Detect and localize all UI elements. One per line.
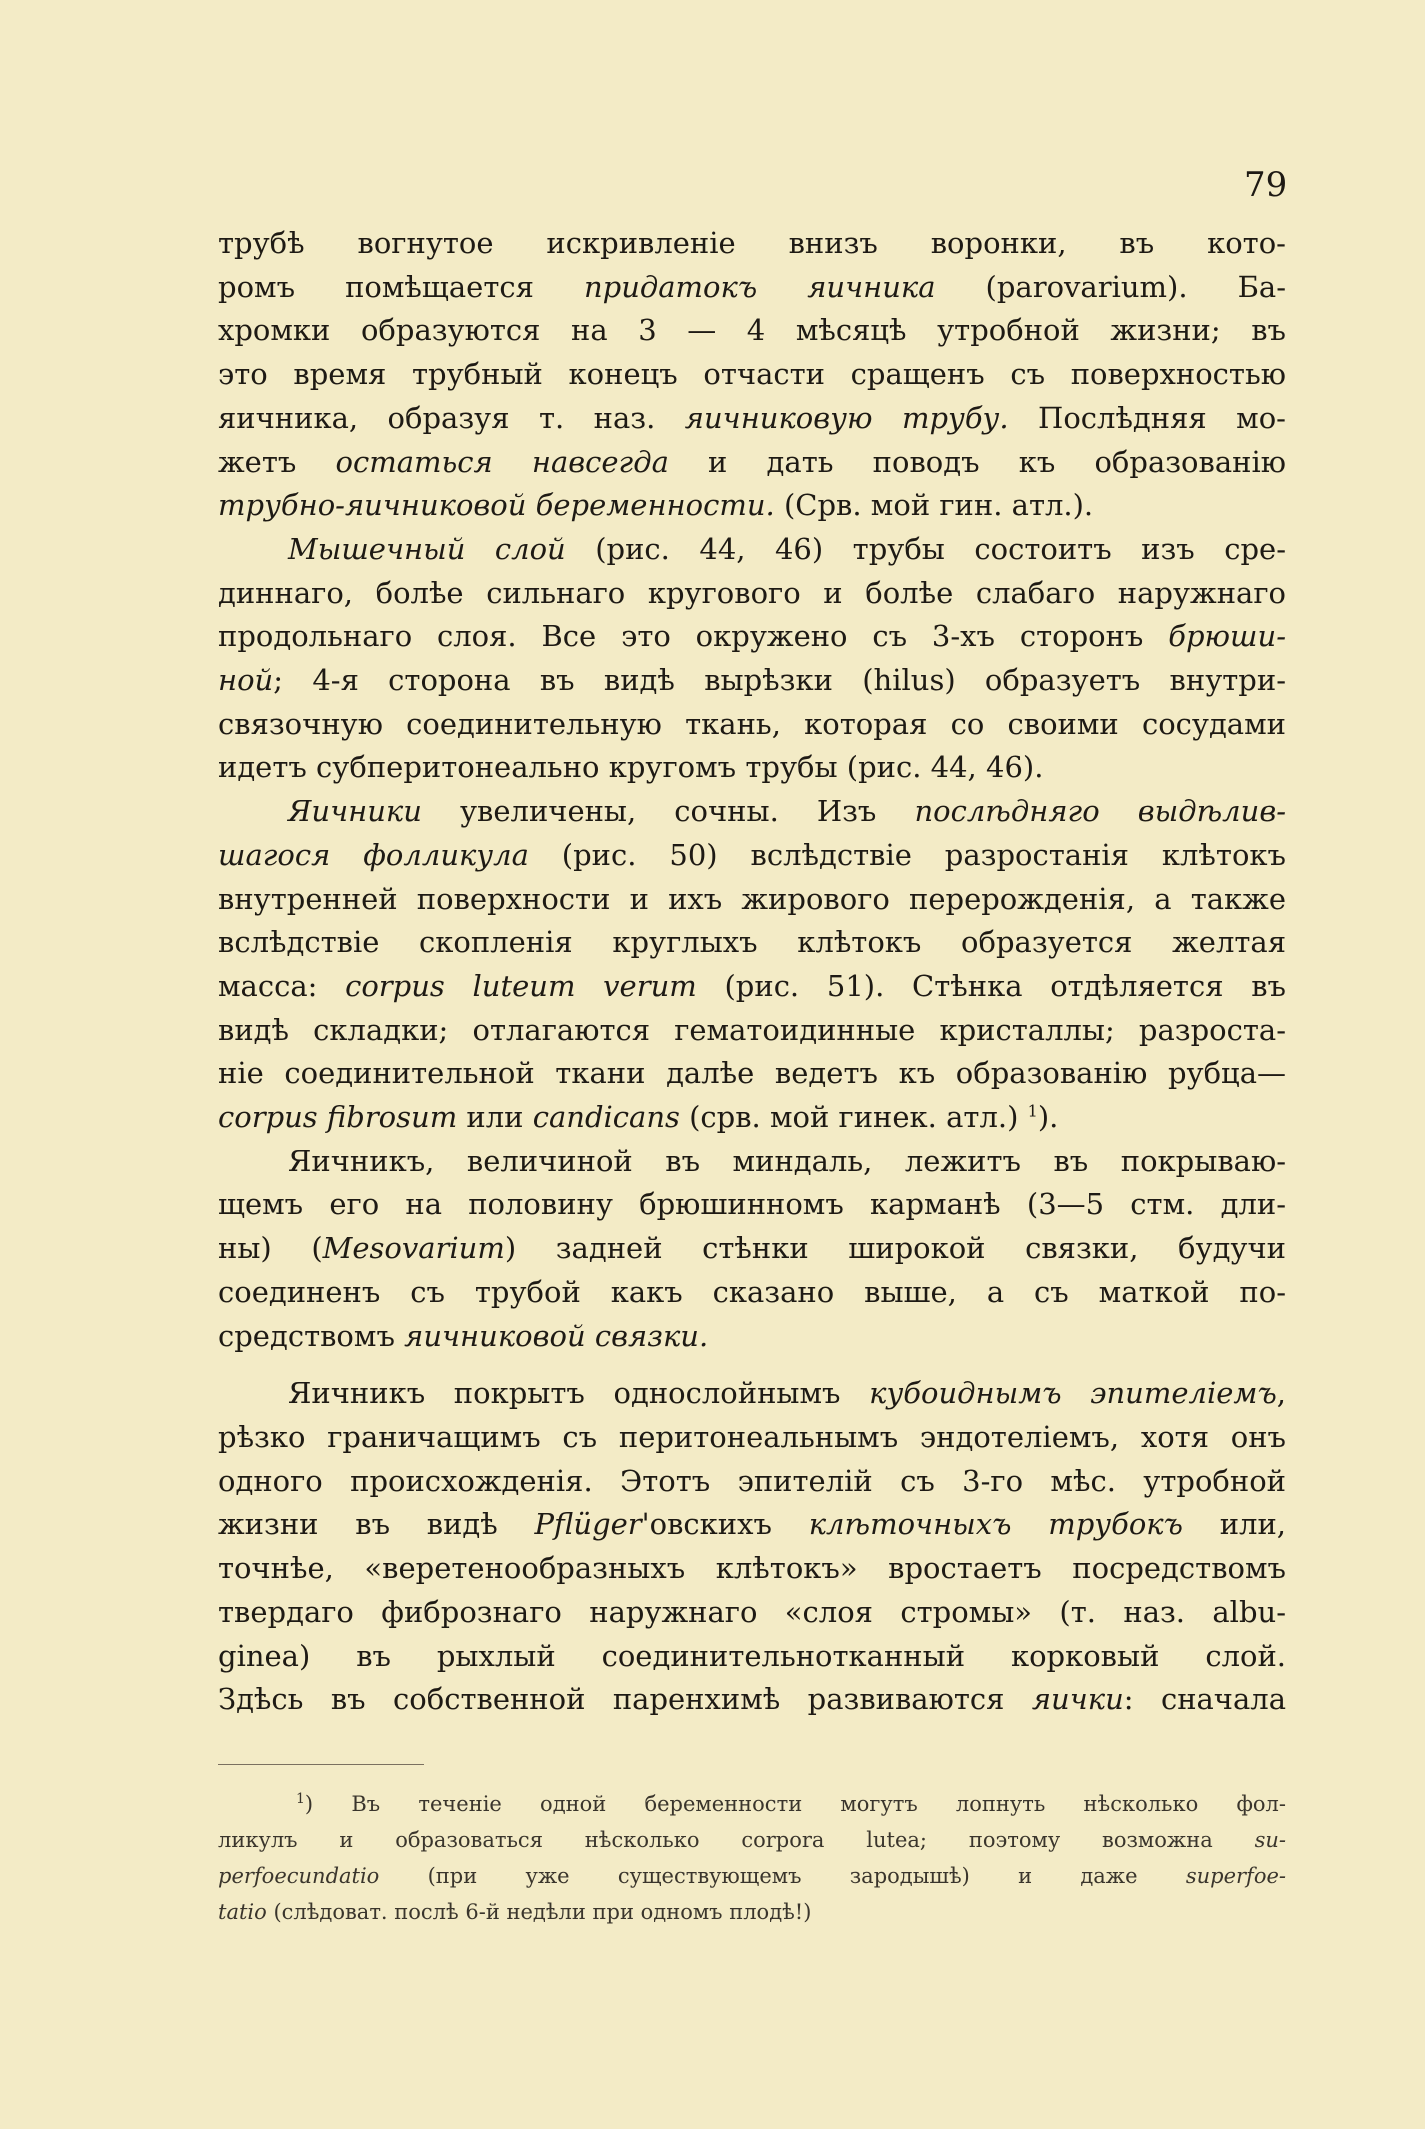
italic-term: corpus luteum verum bbox=[345, 968, 697, 1003]
text-line: точнѣе, «веретенообразныхъ клѣтокъ» вростаетъ посредствомъ bbox=[218, 1551, 1286, 1586]
text-line: Мышечный слой (рис. 44, 46) трубы состоитъ изъ сре- bbox=[288, 531, 1286, 566]
text-line: яичника, образуя т. наз. яичниковую трубу. Послѣдняя мо- bbox=[218, 400, 1286, 435]
text-line: жетъ остаться навсегда и дать поводъ къ образованію bbox=[218, 444, 1286, 479]
italic-term: трубно-яичниковой беременности. bbox=[218, 488, 775, 523]
text-line: вслѣдствіе скопленія круглыхъ клѣтокъ образуется желтая bbox=[218, 925, 1286, 960]
italic-term: su- bbox=[1254, 1828, 1286, 1852]
footnote bbox=[218, 1786, 1286, 1930]
text-line: Яичникъ, величиной въ миндаль, лежитъ въ покрываю- bbox=[288, 1143, 1286, 1178]
text-line: ной; 4-я сторона въ видѣ вырѣзки (hilus) образуетъ внутри- bbox=[218, 663, 1286, 698]
italic-term: остаться навсегда bbox=[335, 444, 669, 479]
text-line: продольнаго слоя. Все это окружено съ 3-хъ сторонъ брюши- bbox=[218, 619, 1286, 654]
italic-term: ной bbox=[218, 663, 274, 698]
italic-term: Мышечный слой bbox=[288, 531, 566, 566]
footnote-divider bbox=[218, 1764, 424, 1765]
text-line: жизни въ видѣ Pflüger'овскихъ клѣточныхъ трубокъ или, bbox=[218, 1507, 1286, 1542]
main-text bbox=[218, 222, 1286, 1722]
text-line: ніе соединительной ткани далѣе ведетъ къ образованію рубца— bbox=[218, 1056, 1286, 1091]
text-line: хромки образуются на 3 — 4 мѣсяцѣ утробной жизни; въ bbox=[218, 313, 1286, 348]
text-line: трубно-яичниковой беременности. (Срв. мой гин. атл.). bbox=[218, 488, 1094, 523]
italic-term: кубоиднымъ эпителіемъ bbox=[869, 1376, 1277, 1411]
text-line: Яичники увеличены, сочны. Изъ послѣдняго выдѣлив- bbox=[288, 794, 1286, 829]
text-line: Здѣсь въ собственной паренхимѣ развиваются яички: сначала bbox=[218, 1682, 1286, 1717]
italic-term: яичниковой связки. bbox=[404, 1318, 709, 1353]
page-number: 79 bbox=[1244, 165, 1288, 205]
text-line: одного происхожденія. Этотъ эпителій съ 3-го мѣс. утробной bbox=[218, 1463, 1286, 1498]
text-line: corpus fibrosum или candicans (срв. мой гинек. атл.) $^1$). bbox=[218, 1100, 1059, 1135]
text-line: шагося фолликула (рис. 50) вслѣдствіе разростанія клѣтокъ bbox=[218, 837, 1286, 872]
text-line: средствомъ яичниковой связки. bbox=[218, 1318, 709, 1353]
italic-term: яички bbox=[1031, 1682, 1124, 1717]
italic-term: яичниковую трубу. bbox=[684, 400, 1009, 435]
italic-term: Pflüger bbox=[534, 1507, 642, 1542]
italic-term: клѣточныхъ трубокъ bbox=[808, 1507, 1183, 1542]
footnote-line: tatio (слѣдоват. послѣ 6-й недѣли при одномъ плодѣ!) bbox=[218, 1900, 812, 1924]
text-line: щемъ его на половину брюшинномъ карманѣ (3—5 стм. дли- bbox=[218, 1187, 1286, 1222]
footnote-line: ликулъ и образоваться нѣсколько corpora lutea; поэтому возможна su- bbox=[218, 1828, 1286, 1852]
text-line: идетъ субперитонеально кругомъ трубы (рис. 44, 46). bbox=[218, 750, 1044, 785]
text-line: диннаго, болѣе сильнаго кругового и болѣе слабаго наружнаго bbox=[218, 575, 1286, 610]
footnote-marker: 1 bbox=[1027, 1101, 1038, 1121]
italic-term: superfoe- bbox=[1185, 1864, 1286, 1888]
text-line: связочную соединительную ткань, которая со своими сосудами bbox=[218, 706, 1286, 741]
text-line: масса: corpus luteum verum (рис. 51). Стѣнка отдѣляется въ bbox=[218, 968, 1286, 1003]
text-line: внутренней поверхности и ихъ жирового перерожденія, а также bbox=[218, 881, 1286, 916]
text-line: ны) (Mesovarium) задней стѣнки широкой связки, будучи bbox=[218, 1231, 1286, 1266]
italic-term: perfoecundatio bbox=[218, 1864, 380, 1888]
text-line: твердаго фибрознаго наружнаго «слоя стромы» (т. наз. albu- bbox=[218, 1594, 1286, 1629]
italic-term: candicans bbox=[532, 1100, 680, 1135]
italic-term: corpus fibrosum bbox=[218, 1100, 458, 1135]
text-line: это время трубный конецъ отчасти сращенъ съ поверхностью bbox=[218, 357, 1286, 392]
text-line: рѣзко граничащимъ съ перитонеальнымъ эндотеліемъ, хотя онъ bbox=[218, 1419, 1286, 1454]
text-line: Яичникъ покрытъ однослойнымъ кубоиднымъ эпителіемъ, bbox=[288, 1376, 1286, 1411]
italic-term: Яичники bbox=[288, 794, 422, 829]
italic-term: шагося фолликула bbox=[218, 837, 529, 872]
text-line: ромъ помѣщается придатокъ яичника (parovarium). Ба- bbox=[218, 269, 1286, 304]
text-line: соединенъ съ трубой какъ сказано выше, а съ маткой по- bbox=[218, 1274, 1286, 1309]
italic-term: tatio bbox=[218, 1900, 267, 1924]
footnote-marker: 1 bbox=[296, 1791, 305, 1807]
text-line: ginea) въ рыхлый соединительнотканный корковый слой. bbox=[218, 1638, 1286, 1673]
footnote-line: perfoecundatio (при уже существующемъ зародышѣ) и даже superfoe- bbox=[218, 1864, 1286, 1888]
italic-term: послѣдняго выдѣлив- bbox=[914, 794, 1286, 829]
italic-term: придатокъ яичника bbox=[583, 269, 936, 304]
footnote-line: $^1$) Въ теченіе одной беременности могутъ лопнуть нѣсколько фол- bbox=[296, 1791, 1286, 1816]
italic-term: брюши- bbox=[1168, 619, 1286, 654]
text-line: видѣ складки; отлагаются гематоидинные кристаллы; разроста- bbox=[218, 1012, 1286, 1047]
italic-term: Mesovarium bbox=[322, 1231, 505, 1266]
text-line: трубѣ вогнутое искривленіе внизъ воронки, въ кото- bbox=[218, 226, 1286, 260]
